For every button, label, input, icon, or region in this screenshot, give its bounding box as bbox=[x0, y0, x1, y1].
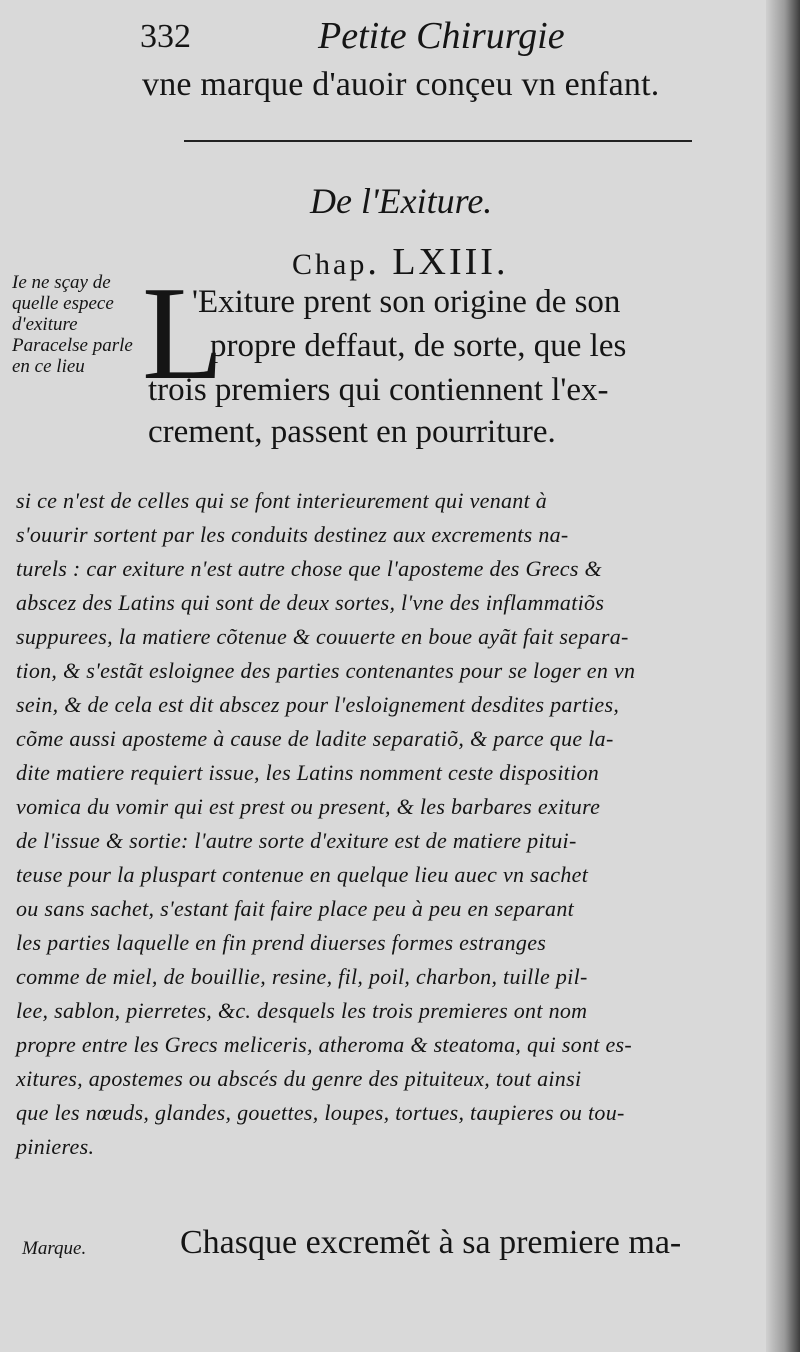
body-line: lee, sablon, pierretes, &c. desquels les trois premieres ont nom bbox=[16, 998, 588, 1023]
catchword-line: Chasque excremẽt à sa premiere ma- bbox=[180, 1224, 682, 1261]
body-line: ou sans sachet, s'estant fait faire place peu à peu en separant bbox=[16, 896, 575, 921]
body-line: que les nœuds, glandes, gouettes, loupes, tortues, taupieres ou tou- bbox=[16, 1100, 625, 1125]
body-line: vomica du vomir qui est prest ou present, & les barbares exiture bbox=[16, 794, 601, 819]
page-number: 332 bbox=[140, 18, 191, 55]
body-line: les parties laquelle en fin prend diuerses formes estranges bbox=[16, 930, 547, 955]
chapter-number: . LXIII. bbox=[367, 241, 509, 283]
section-title: De l'Exiture. bbox=[310, 181, 493, 221]
chapter-title bbox=[292, 240, 508, 284]
body-line: propre entre les Grecs meliceris, atheroma & steatoma, qui sont es- bbox=[16, 1032, 633, 1057]
chapter-label: Chap bbox=[292, 248, 368, 281]
body-line: si ce n'est de celles qui se font interieurement qui venant à bbox=[16, 488, 548, 513]
previous-page-catchline: vne marque d'auoir conçeu vn enfant. bbox=[142, 66, 660, 103]
body-line: s'ouurir sortent par les conduits destinez aux excrements na- bbox=[16, 522, 569, 547]
body-line: xitures, apostemes ou abscés du genre des pituiteux, tout ainsi bbox=[16, 1066, 582, 1091]
body-line: suppurees, la matiere cõtenue & couuerte en boue ayãt fait separa- bbox=[16, 624, 629, 649]
body-line: dite matiere requiert issue, les Latins nomment ceste disposition bbox=[16, 760, 600, 785]
drop-cap: L bbox=[142, 259, 224, 407]
body-line: comme de miel, de bouillie, resine, fil, poil, charbon, tuille pil- bbox=[16, 964, 588, 989]
body-line: teuse pour la pluspart contenue en quelque lieu auec vn sachet bbox=[16, 862, 589, 887]
margin-note-marque: Marque. bbox=[22, 1238, 87, 1259]
body-line: abscez des Latins qui sont de deux sortes, l'vne des inflammatiõs bbox=[16, 590, 605, 615]
page-edge-shadow bbox=[766, 0, 800, 1352]
body-line: pinieres. bbox=[16, 1134, 95, 1159]
body-line: cõme aussi aposteme à cause de ladite separatiõ, & parce que la- bbox=[16, 726, 614, 751]
opening-line: 'Exiture prent son origine de son bbox=[192, 284, 621, 320]
body-line: de l'issue & sortie: l'autre sorte d'exiture est de matiere pitui- bbox=[16, 828, 577, 853]
body-line: sein, & de cela est dit abscez pour l'esloignement desdites parties, bbox=[16, 692, 620, 717]
body-line: tion, & s'estãt esloignee des parties contenantes pour se loger en vn bbox=[16, 658, 636, 683]
running-title: Petite Chirurgie bbox=[318, 15, 565, 57]
header-rule bbox=[184, 140, 692, 142]
body-line: turels : car exiture n'est autre chose que l'aposteme des Grecs & bbox=[16, 556, 602, 581]
opening-line: propre deffaut, de sorte, que les bbox=[210, 328, 627, 364]
margin-note: Ie ne sçay de quelle espece d'exiture Paracelse parle en ce lieu bbox=[12, 272, 133, 377]
opening-line: crement, passent en pourriture. bbox=[148, 414, 556, 450]
opening-line: trois premiers qui contiennent l'ex- bbox=[148, 372, 609, 408]
